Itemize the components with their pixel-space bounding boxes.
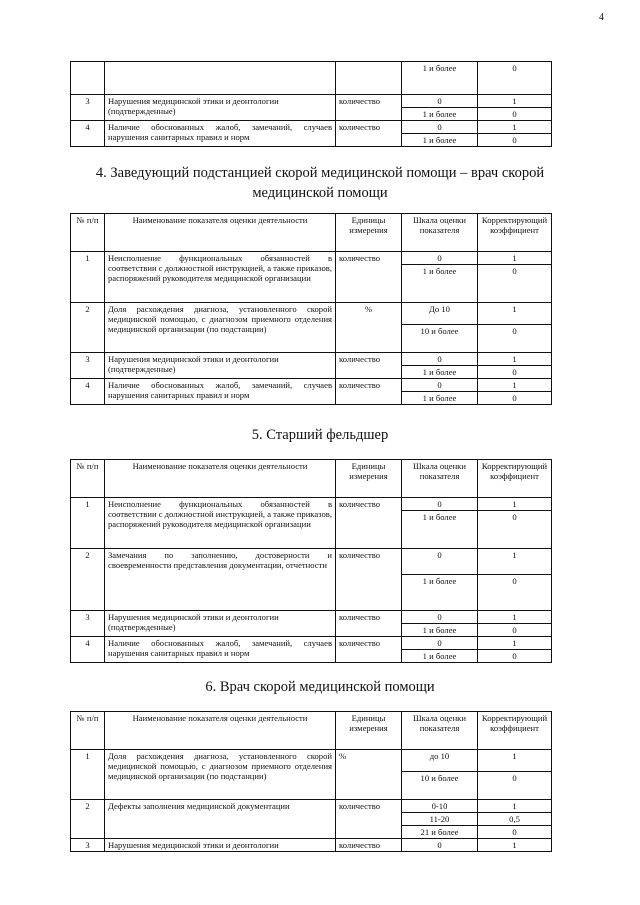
- cell-name: Нарушения медицинской этики и деонтологии (подтвержденные): [105, 353, 336, 379]
- table-continued: [70, 61, 552, 147]
- cell-scale: 1 и более: [402, 650, 478, 663]
- cell-name: Дефекты заполнения медицинской документации: [105, 800, 336, 839]
- header-coef: Корректирующий коэффициент: [478, 460, 552, 498]
- cell-coef: 0: [478, 826, 552, 839]
- cell-scale: 0: [402, 353, 478, 366]
- table-section-5: [70, 459, 552, 663]
- cell-scale: 1 и более: [402, 366, 478, 379]
- header-num: № п/п: [71, 712, 105, 750]
- cell-num: [71, 62, 105, 95]
- cell-coef: 1: [478, 252, 552, 265]
- cell-coef: 1: [478, 637, 552, 650]
- cell-coef: 0: [478, 108, 552, 121]
- cell-unit: количество: [336, 95, 402, 121]
- cell-coef: 1: [478, 611, 552, 624]
- header-units: Единицы измерения: [336, 214, 402, 252]
- cell-name: Нарушения медицинской этики и деонтологии (подтвержденные): [105, 611, 336, 637]
- cell-unit: количество: [336, 353, 402, 379]
- cell-scale: 1 и более: [402, 511, 478, 549]
- cell-scale: 0: [402, 611, 478, 624]
- cell-coef: 0: [478, 62, 552, 95]
- cell-scale: До 10: [402, 303, 478, 325]
- header-name: Наименование показателя оценки деятельности: [105, 460, 336, 498]
- cell-coef: 0: [478, 624, 552, 637]
- cell-scale: до 10: [402, 750, 478, 772]
- header-units: Единицы измерения: [336, 460, 402, 498]
- header-scale: Шкала оценки показателя: [402, 460, 478, 498]
- table-row: [71, 95, 552, 108]
- table-header: [71, 214, 552, 252]
- table-row: [71, 839, 552, 852]
- cell-scale: 11-20: [402, 813, 478, 826]
- cell-unit: количество: [336, 839, 402, 852]
- cell-scale: 1 и более: [402, 392, 478, 405]
- cell-scale: 1 и более: [402, 108, 478, 121]
- cell-coef: 1: [478, 95, 552, 108]
- cell-unit: количество: [336, 549, 402, 611]
- cell-scale: 0: [402, 637, 478, 650]
- header-scale: Шкала оценки показателя: [402, 214, 478, 252]
- cell-scale: 0: [402, 95, 478, 108]
- cell-num: 3: [71, 95, 105, 121]
- cell-name: Нарушения медицинской этики и деонтологии (подтвержденные): [105, 95, 336, 121]
- cell-scale: 21 и более: [402, 826, 478, 839]
- header-name: Наименование показателя оценки деятельности: [105, 214, 336, 252]
- cell-coef: 0: [478, 392, 552, 405]
- table-row: [71, 62, 552, 95]
- table-section-4: [70, 213, 552, 405]
- cell-unit: количество: [336, 498, 402, 549]
- cell-scale: 10 и более: [402, 325, 478, 353]
- cell-name: Нарушения медицинской этики и деонтологии: [105, 839, 336, 852]
- cell-name: Наличие обоснованных жалоб, замечаний, случаев нарушения санитарных правил и норм: [105, 637, 336, 663]
- cell-scale: 0: [402, 549, 478, 575]
- cell-coef: 1: [478, 379, 552, 392]
- cell-scale: 1 и более: [402, 134, 478, 147]
- cell-name: Неисполнение функциональных обязанностей в соответствии с должностной инструкцией, а также приказов, распоряжений руководителя медицинской организации: [105, 252, 336, 303]
- cell-unit: количество: [336, 252, 402, 303]
- header-num: № п/п: [71, 214, 105, 252]
- header-units: Единицы измерения: [336, 712, 402, 750]
- cell-unit: количество: [336, 379, 402, 405]
- table-row: [71, 637, 552, 650]
- header-coef: Корректирующий коэффициент: [478, 214, 552, 252]
- cell-coef: 0: [478, 325, 552, 353]
- table-row: [71, 121, 552, 134]
- cell-name: Наличие обоснованных жалоб, замечаний, случаев нарушения санитарных правил и норм: [105, 379, 336, 405]
- cell-coef: 0: [478, 265, 552, 303]
- page-number: 4: [599, 12, 604, 23]
- table-row: [71, 379, 552, 392]
- cell-unit: %: [336, 750, 402, 800]
- cell-scale: 0: [402, 839, 478, 852]
- header-coef: Корректирующий коэффициент: [478, 712, 552, 750]
- cell-coef: 0: [478, 366, 552, 379]
- section-title: 5. Старший фельдшер: [251, 427, 389, 443]
- cell-coef: 1: [478, 303, 552, 325]
- cell-coef: 0: [478, 772, 552, 800]
- cell-num: 1: [71, 750, 105, 800]
- cell-unit: количество: [336, 800, 402, 839]
- cell-num: 2: [71, 303, 105, 353]
- header-name: Наименование показателя оценки деятельности: [105, 712, 336, 750]
- cell-unit: количество: [336, 121, 402, 147]
- header-scale: Шкала оценки показателя: [402, 712, 478, 750]
- section-title: 4. Заведующий подстанцией скорой медицинской помощи – врач скорой медицинской помощи: [95, 165, 545, 201]
- cell-scale: 0: [402, 498, 478, 511]
- cell-num: 4: [71, 637, 105, 663]
- cell-coef: 1: [478, 549, 552, 575]
- cell-num: 4: [71, 379, 105, 405]
- cell-coef: 1: [478, 800, 552, 813]
- cell-num: 2: [71, 800, 105, 839]
- cell-unit: количество: [336, 611, 402, 637]
- cell-scale: 10 и более: [402, 772, 478, 800]
- cell-num: 2: [71, 549, 105, 611]
- cell-name: [105, 62, 336, 95]
- cell-scale: 1 и более: [402, 265, 478, 303]
- cell-scale: 0: [402, 252, 478, 265]
- header-num: № п/п: [71, 460, 105, 498]
- cell-name: Замечания по заполнению, достоверности и своевременности представления документации, отчетности: [105, 549, 336, 611]
- table-header: [71, 712, 552, 750]
- table-row: [71, 750, 552, 772]
- table-row: [71, 800, 552, 813]
- cell-coef: 1: [478, 750, 552, 772]
- cell-scale: 1 и более: [402, 62, 478, 95]
- cell-scale: 1 и более: [402, 575, 478, 611]
- cell-num: 1: [71, 252, 105, 303]
- cell-num: 3: [71, 611, 105, 637]
- table-row: [71, 353, 552, 366]
- cell-unit: [336, 62, 402, 95]
- cell-coef: 1: [478, 121, 552, 134]
- cell-num: 3: [71, 353, 105, 379]
- table-header: [71, 460, 552, 498]
- section-title: 6. Врач скорой медицинской помощи: [205, 679, 435, 695]
- cell-coef: 0,5: [478, 813, 552, 826]
- cell-num: 1: [71, 498, 105, 549]
- table-row: [71, 252, 552, 265]
- cell-name: Доля расхождения диагноза, установленного скорой медицинской помощью, с диагнозом приемного отделения медицинской организации (по подстанции): [105, 303, 336, 353]
- cell-scale: 1 и более: [402, 624, 478, 637]
- table-section-6: [70, 711, 552, 852]
- cell-num: 4: [71, 121, 105, 147]
- cell-scale: 0-10: [402, 800, 478, 813]
- table-row: [71, 498, 552, 511]
- cell-coef: 1: [478, 353, 552, 366]
- cell-name: Доля расхождения диагноза, установленного скорой медицинской помощью, с диагнозом приемного отделения медицинской организации (по подстанции): [105, 750, 336, 800]
- cell-scale: 0: [402, 121, 478, 134]
- cell-coef: 1: [478, 498, 552, 511]
- cell-name: Наличие обоснованных жалоб, замечаний, случаев нарушения санитарных правил и норм: [105, 121, 336, 147]
- cell-unit: количество: [336, 637, 402, 663]
- table-row: [71, 303, 552, 325]
- cell-coef: 0: [478, 134, 552, 147]
- cell-coef: 0: [478, 650, 552, 663]
- cell-scale: 0: [402, 379, 478, 392]
- cell-name: Неисполнение функциональных обязанностей в соответствии с должностной инструкцией, а также приказов, распоряжений руководителя медицинской организации: [105, 498, 336, 549]
- cell-coef: 0: [478, 575, 552, 611]
- table-row: [71, 549, 552, 575]
- cell-coef: 0: [478, 511, 552, 549]
- table-row: [71, 611, 552, 624]
- cell-unit: %: [336, 303, 402, 353]
- cell-coef: 1: [478, 839, 552, 852]
- cell-num: 3: [71, 839, 105, 852]
